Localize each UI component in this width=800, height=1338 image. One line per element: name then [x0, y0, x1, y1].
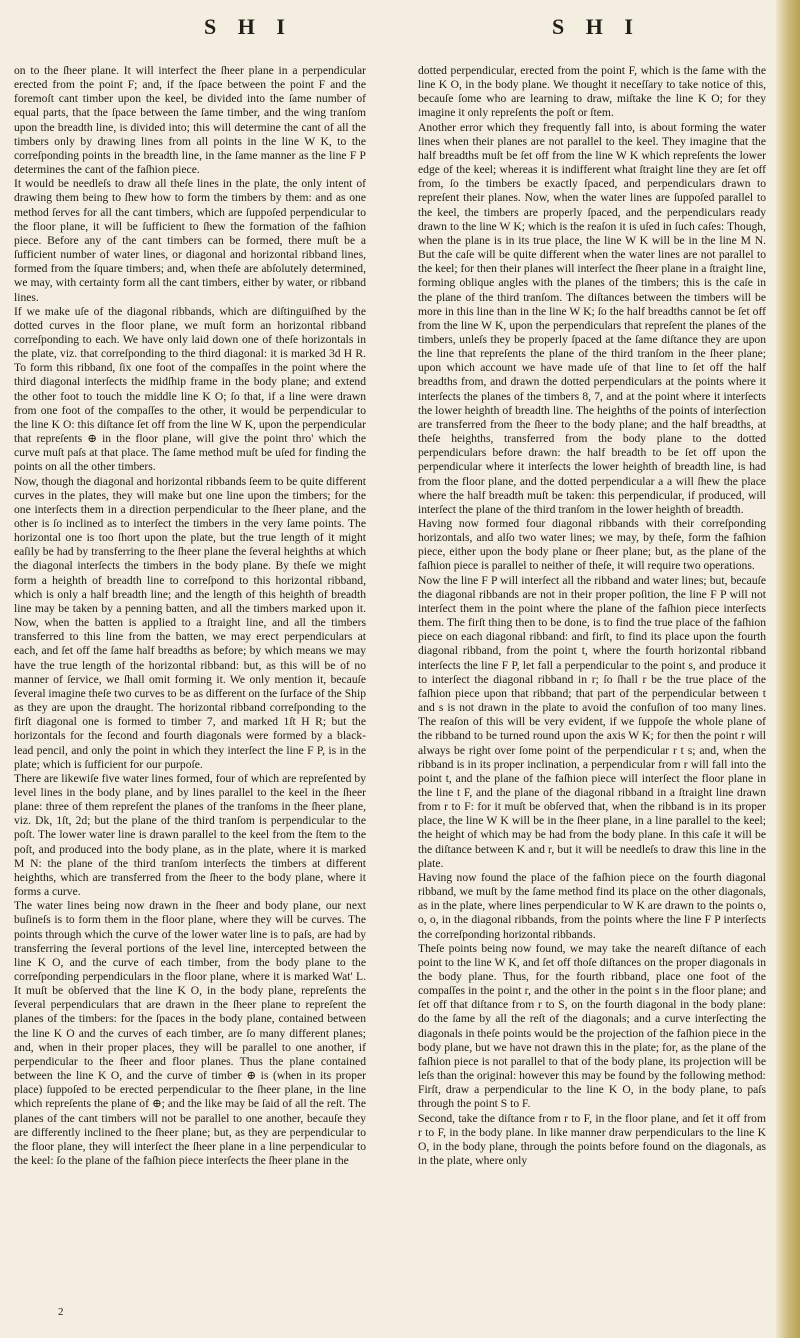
paragraph: Theſe points being now found, we may take the neareſt diſtance of each point to the line W K, and ſet off thoſe diſtances on the proper diagonals in the body plane. Thus, for the fourth ribband, place one foot of the compaſſes in the point r, and the other in the point s in the floor plane; and ſet off that diſtance from r to S, on the fourth diagonal in the body plane: do the ſame by all the reſt of the diagonals; and a curve interſecting the diagonals in theſe points would be the projection of the faſhion piece in the body plane, but we have not drawn this in the plate; for, as the plane of the faſhion piece is not parallel to that of the body plane, its projection will be leſs than the original: however this may be found by the following method:: [418, 941, 766, 1083]
paragraph: The water lines being now drawn in the ſheer and body plane, our next buſineſs is to form them in the floor plane, where they will be curves. The points through which the curve of the lower water line is to paſs, are had by transferring the ſeveral portions of the level line, intercepted between the line K O, and the curve of each timber, from the body plane to the correſponding perpendiculars in the floor plane, where it is marked Wat' L. It muſt be obſerved that the line K O, in the body plane, repreſents the ſeveral perpendiculars that are drawn in the ſheer plane to repreſent the planes of the timbers: for the ſpaces in the body plane, contained between the line K O and the curves of each timber, are ſo many different planes; and, when in their proper places, they will be parallel to one another, if perpendicular to the ſheer and floor planes. Thus the plane contained between the line K O, and the curve of timber ⊕ is (when in its proper place) ſuppoſed to be erected perpendicular to the ſheer plane, in the line which repreſents the plane of ⊕; and the like may be ſaid of all the reſt. The planes of the cant timbers will not be parallel to one another, becauſe they are differently inclined to the ſheer plane; but, as they are perpendicular to the floor plane, they will interſect the ſheer plane in a line perpendicular to the keel: ſo the plane of the faſhion piece interſects the ſheer plane in the: [14, 899, 366, 1168]
paragraph: Second, take the diſtance from r to F, in the floor plane, and ſet it off from r to F, in the body plane. In like manner draw perpendiculars to the line K O, in the body plane, through the points before found on the diagonals, as in the plate, where only: [418, 1111, 766, 1168]
paragraph: Firſt, draw a perpendicular to the line K O, in the body plane, to paſs through the point S to F.: [418, 1083, 766, 1111]
paragraph: It would be needleſs to draw all theſe lines in the plate, the only intent of drawing them being to ſhew how to form the timbers by them: and as one method ſerves for all the cant timbers, which are ſuppoſed perpendicular to the floor plane, it will be ſufficient to ſhew the formation of the faſhion piece. Before any of the cant timbers can be formed, there muſt be a ſufficient number of water lines, or diagonal and horizontal ribband lines, formed from the ſquare timbers; and, when theſe are abſolutely determined, we may, with certainty form all the cant timbers, either by water, or ribband lines.: [14, 177, 366, 304]
paragraph: Having now found the place of the faſhion piece on the fourth diagonal ribband, we muſt by the ſame method find its place on the other diagonals, as in the plate, where lines perpendicular to W K are drawn to the points o, o, o, in the diagonal ribbands, from the points where the line F P interſects the correſponding horizontal ribbands.: [418, 870, 766, 941]
paragraph: Now, though the diagonal and horizontal ribbands ſeem to be quite different curves in the plates, they will make but one line upon the timbers; for the one interſects them in a direction perpendicular to the ſheer plane, and the other is ſo inclined as to interſect the timbers in the very ſame points. The horizontal one is too ſhort upon the plate, but the true length of it might eaſily be had by transferring to the ſheer plane the ſeveral heighths at which the diagonal interſects the timbers in the body plane. By theſe we might form a heighth of breadth line to correſpond to this horizontal ribband, which is only a half breadth line; and the length of this heighth of breadth line may be taken by a penning batten, and all the timbers marked upon it. Now, when the batten is applied to a ſtraight line, and all the timbers transferred to this line from the batten, we may erect perpendiculars at each, and ſet off the ſame half breadths as before; by which means we may have the true length of the horizontal ribband: but, as this will be of no manner of ſervice, we ſhall omit forming it. We only mention it, becauſe ſeveral imagine theſe two curves to be as different on the ſurface of the Ship as they are upon the draught. The horizontal ribband correſponding to the firſt diagonal one is formed to timber 7, and marked 1ſt H R; but the horizontals for the ſecond and fourth diagonals were formed by a black-lead pencil, and only the point in which they interſect the line F P, is in the plate; which is ſufficient for our purpoſe.: [14, 474, 366, 771]
running-head-left: S H I: [204, 14, 293, 39]
paragraph: dotted perpendicular, erected from the point F, which is the ſame with the line K O, in the body plane. We thought it neceſſary to take notice of this, becauſe ſome who are learning to draw, miſtake the line K O; for they imagine it only repreſents the poſt or ſtem.: [418, 64, 766, 120]
running-head-right: S H I: [552, 14, 641, 39]
paragraph: If we make uſe of the diagonal ribbands, which are diſtinguiſhed by the dotted curves in the floor plane, we muſt form an horizontal ribband correſponding to each. We have only laid down one of theſe horizontals in the plate, viz. that correſponding to the third diagonal: it is marked 3d H R. To form this ribband, ſix one foot of the compaſſes in the point where the third diagonal interſects the midſhip frame in the body plane; and extend the other foot to touch the middle line K O; ſo that, if a line were drawn from one foot of the compaſſes to the other, it would be perpendicular to the line K O: this diſtance ſet off from the line W K, upon the perpendicular that repreſents ⊕ in the floor plane, will give the point thro' which the curve muſt paſs at that place. The ſame method muſt be uſed for finding the points on all the other timbers.: [14, 304, 366, 474]
signature-mark: 2: [58, 1306, 64, 1318]
paragraph: There are likewiſe five water lines formed, four of which are repreſented by level lines in the body plane, and by lines parallel to the keel in the ſheer plane: three of them repreſent the planes of the tranſoms in the ſheer plane, viz. Dk, 1ſt, 2d; but the plane of the third tranſom is perpendicular to the poſt. The lower water line is drawn parallel to the keel from the ſtem to the poſt, and produced into the body plane, as in the plate, where it is marked M N: the plane of the third tranſom interſects the timbers at different heighths, which are transferred from the ſheer to the body plane, where it forms a curve.: [14, 771, 366, 899]
paragraph: on to the ſheer plane. It will interfect the ſheer plane in a perpendicular erected from the point F; and, if the ſpace between the point F and the foremoſt cant timber upon the keel, be divided into the ſame number of equal parts, that the ſpace between the ſame timber, and the wing tranſom upon the breadth line, is divided into; this will determine the cant of all the timbers only by drawing lines from all points in the line W K, to the correſponding points in the breadth line, in the ſame manner as the line F P determines the cant of the faſhion piece.: [14, 64, 366, 177]
page-edge: [776, 0, 800, 1338]
right-column: [418, 64, 766, 1168]
paragraph: Now the line F P will interſect all the ribband and water lines; but, becauſe the diagonal ribbands are not in their proper poſition, the line F P will not interſect them in the point where the plane of the faſhion piece interſects them. The firſt thing then to be done, is to find the true place of the faſhion piece on each diagonal ribband: and firſt, to find its place upon the fourth diagonal ribband, from the point t, where the fourth horizontal ribband interſects the line F P, let fall a perpendicular to the point s, and produce it to interſect the diagonal ribband in r; ſo ſhall r be the true place of the faſhion piece upon that ribband; that part of the perpendicular between t and s is not drawn in the plate to avoid the confuſion of too many lines. The reaſon of this will be very evident, if we ſuppoſe the whole plane of the ribband to be turned round upon the axis W K; for then the point r will always be right over ſome point of the perpendicular r t s; and, when the ribband is in its proper inclination, a perpendicular from r will fall into the point t, and the plane of the faſhion piece will interſect the floor plane in the line t F, and the plane of the diagonal ribband in a ſtraight line drawn from r to F: for it muſt be obſerved that, when the ribband is in its proper place, the line W K will be in the ſheer plane, in a line parallel to the keel; the height of which may be had from the body plane. In this caſe it will be the diſtance between K and r, but it will be needleſs to draw this line in the plate.: [418, 573, 766, 870]
paragraph: Another error which they frequently fall into, is about forming the water lines when their planes are not parallel to the keel. They imagine that the half breadths muſt be ſet off from the line W K which repreſents the lower edge of the keel; whereas it is indifferent what ſtraight line they are ſet off from, ſo the timbers be exactly ſpaced, and perpendiculars drawn to repreſent their planes. Now, when the water lines are ſuppoſed parallel to the keel, the timbers are properly ſpaced, and the perpendiculars ready drawn to the line W K; which is the reaſon it is uſed in ſuch caſes: Though, when the plane is in its true place, the line W K will be in the line M N. But the caſe will be quite different when the water lines are not parallel to the keel; for then their planes will interſect the ſheer plane in a ſtraight line, forming oblique angles with the planes of the timbers; this is the caſe in the plane of the third tranſom. The diſtances between the timbers will be more in this line than in the line W K; ſo the half breadths cannot be ſet off from the line W K, upon the perpendiculars that repreſent the planes of the timbers, unleſs they be properly ſpaced at the ſame diſtance they are upon the line that repreſents the plane of the third tranſom in the ſheer plane; upon which account we have made uſe of that line to ſet off the half breadths from, and drawn the dotted perpendiculars at the points where it interſects the planes of the timbers 8, 7, and at the point where it interſects the lower heighth of breadth line. The heighths of the points of interſection are transferred from the ſheer to the body plane; and the half breadths, at theſe heighths, transferred from the body plane to the dotted perpendiculars before drawn: the half breadth to be ſet off upon the perpendicular where it interſects the lower heighth of breadth line, is had from the floor plane, and the dotted perpendicular a a will ſhew the place where the half breadth muſt be taken: this perpendicular, if produced, will interſect the plane of the third tranſom in the lower heighth of breadth.: [418, 120, 767, 516]
left-column: [14, 64, 366, 1168]
paragraph: Having now formed four diagonal ribbands with their correſponding horizontals, and alſo two water lines; we may, by theſe, form the faſhion piece, either upon the body plane or ſheer plane; but, as the plane of the faſhion piece is parallel to neither of theſe, it will require two operations.: [418, 517, 766, 573]
